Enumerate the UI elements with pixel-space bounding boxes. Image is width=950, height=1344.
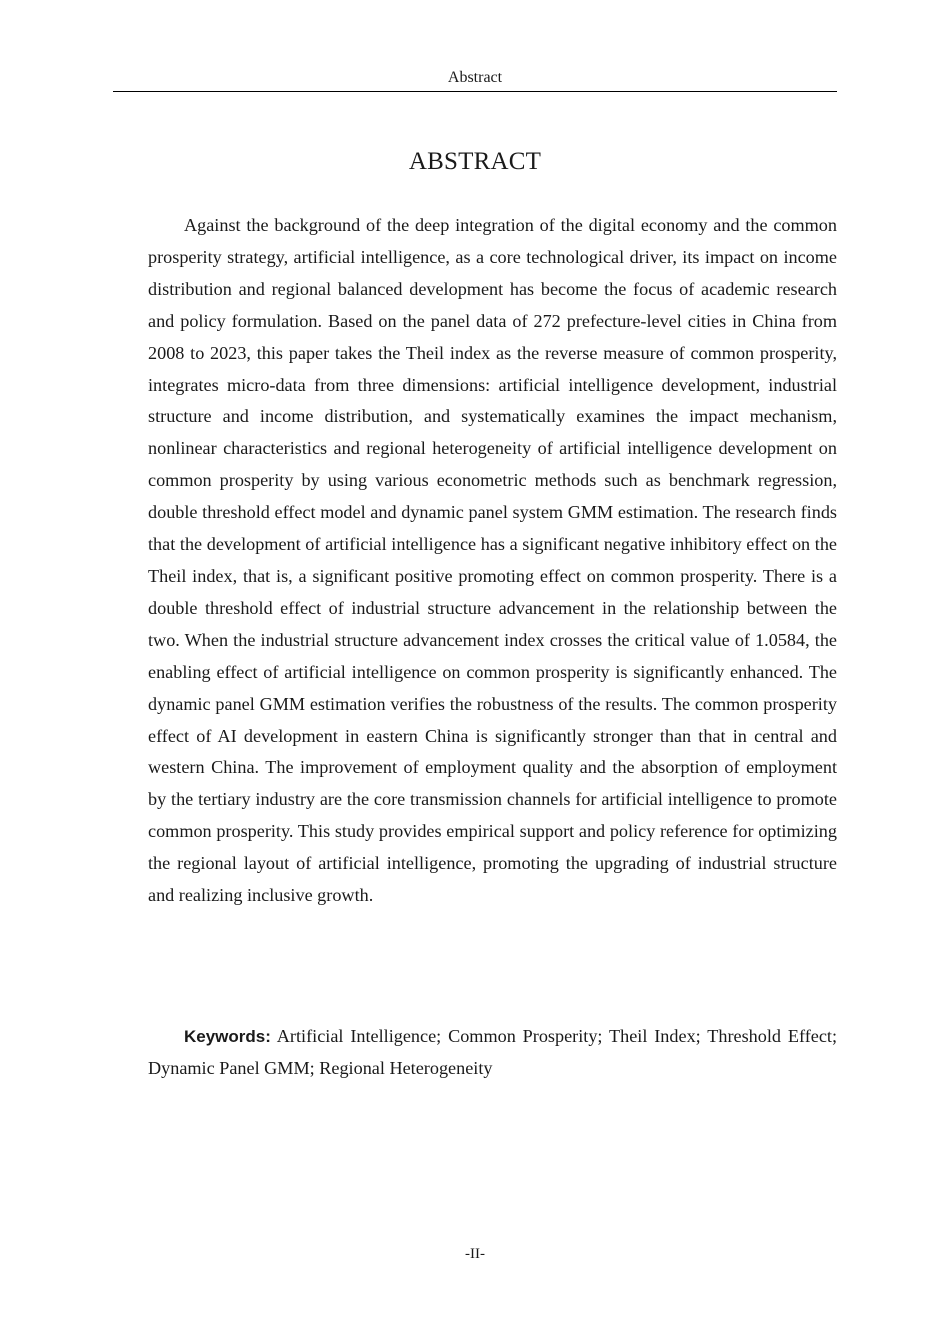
keywords-text: Artificial Intelligence; Common Prosperity; Theil Index; Threshold Effect; Dynamic Panel GMM; Regional Heterogeneity	[148, 1026, 838, 1078]
abstract-paragraph: Against the background of the deep integration of the digital economy and the common prosperity strategy, artificial intelligence, as a core technological driver, its impact on income distribution and regional balanced development has become the focus of academic research and policy formulation. Based on the panel data of 272 prefecture-level cities in China from 2008 to 2023, this paper takes the Theil index as the reverse measure of common prosperity, integrates micro-data from three dimensions: artificial intelligence development, industrial structure and income distribution, and systematically examines the impact mechanism, nonlinear characteristics and regional heterogeneity of artificial intelligence development on common prosperity by using various econometric methods such as benchmark regression, double threshold effect model and dynamic panel system GMM estimation. The research finds that the development of artificial intelligence has a significant negative inhibitory effect on the Theil index, that is, a significant positive promoting effect on common prosperity. There is a double threshold effect of industrial structure advancement in the relationship between the two. When the industrial structure advancement index crosses the critical value of 1.0584, the enabling effect of artificial intelligence on common prosperity is significantly enhanced. The dynamic panel GMM estimation verifies the robustness of the results. The common prosperity effect of AI development in eastern China is significantly stronger than that in central and western China. The improvement of employment quality and the absorption of employment by the tertiary industry are the core transmission channels for artificial intelligence to promote common prosperity. This study provides empirical support and policy reference for optimizing the regional layout of artificial intelligence, promoting the upgrading of industrial structure and realizing inclusive growth.	[148, 215, 837, 906]
header-rule	[113, 91, 837, 92]
keywords-line	[148, 1021, 837, 1085]
keywords-label: Keywords:	[184, 1027, 271, 1046]
running-header: Abstract	[447, 69, 503, 86]
page-number: -II-	[465, 1246, 485, 1262]
page-title: ABSTRACT	[408, 148, 542, 175]
